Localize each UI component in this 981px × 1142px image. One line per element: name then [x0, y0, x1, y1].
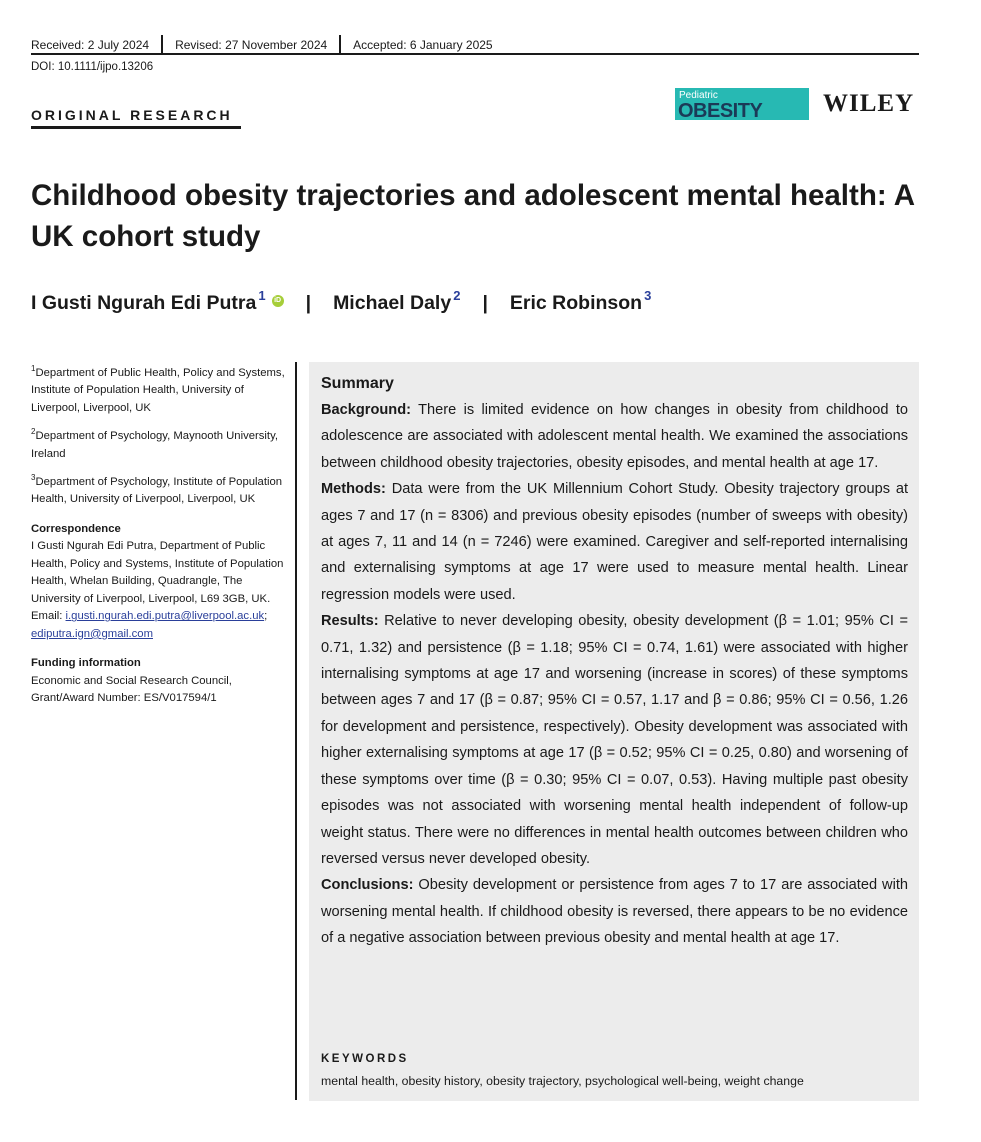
column-divider — [295, 362, 297, 1100]
author-name[interactable]: Eric Robinson — [509, 292, 643, 314]
journal-logo-small-text: Pediatric — [679, 90, 718, 101]
author-separator: | — [482, 292, 488, 314]
summary-background: Background: There is limited evidence on how changes in obesity from childhood to adolescence are associated with adolescent mental health. We examined the associations between childhood obesity trajectories, obesity episodes, and mental health at age 17. — [321, 402, 909, 471]
author-affiliation-number[interactable]: 2 — [453, 288, 461, 303]
section-underline — [31, 126, 241, 129]
author-separator: | — [305, 292, 312, 314]
correspondence-heading: Correspondence — [31, 522, 121, 535]
article-info-column — [31, 360, 286, 714]
affiliation: $^1$Department of Public Health, Policy and Systems, Institute of Population Health, University of Liverpool, Liverpool, UK — [31, 364, 285, 414]
affiliation: $^2$Department of Psychology, Maynooth University, Ireland — [31, 427, 279, 460]
summary-box — [309, 362, 919, 1101]
orcid-icon[interactable]: iD — [272, 295, 284, 307]
header-rule — [31, 53, 919, 55]
journal-logo[interactable] — [675, 88, 809, 120]
author-affiliation-number[interactable]: 3 — [644, 288, 652, 303]
publisher-logo[interactable]: WILEY — [823, 90, 915, 117]
summary-conclusions: Conclusions: Obesity development or persistence from ages 7 to 17 are associated with worsening mental health. If childhood obesity is reversed, there appears to be no evidence of a negative association between previous obesity and mental health at age 17. — [321, 877, 908, 947]
author-name[interactable]: Michael Daly — [333, 292, 452, 314]
summary-heading: Summary — [321, 375, 394, 392]
author-name[interactable]: I Gusti Ngurah Edi Putra — [31, 292, 257, 314]
email-link[interactable]: edipu​tra.ign@gmail.com — [31, 627, 153, 640]
funding-text: Economic and Social Research Council, Grant/Award Number: ES/V017594/1 — [31, 674, 232, 705]
funding-heading: Funding information — [31, 657, 141, 670]
date-separator — [339, 35, 341, 55]
keywords-list: mental health, obesity history, obesity trajectory, psychological well-being, weight change — [321, 1074, 804, 1088]
keywords-heading: KEYWORDS — [321, 1053, 409, 1065]
author-list — [31, 288, 652, 315]
revised-date: Revised: 27 November 2024 — [175, 38, 328, 52]
accepted-date: Accepted: 6 January 2025 — [353, 38, 493, 52]
summary-results: Results: Relative to never developing obesity, obesity development (β = 1.01; 95% CI = 0.71, 1.32) and persistence (β = 1.18; 95% CI = 0.74, 1.61) were associated with higher internalising symptoms at age 17 and worsening (increase in scores) of these symptoms between ages 7 and 17 (β = 0.87; 95% CI = 0.57, 1.17 and β = 0.86; 95% CI = 0.56, 1.26 for development and persistence, respectively). Obesity development was associated with higher externalising symptoms at age 17 (β = 0.52; 95% CI = 0.25, 0.80) and worsening of these symptoms over time (β = 0.30; 95% CI = 0.07, 0.53). Having multiple past obesity episodes was not associated with worsening mental health independent of follow-up weight status. There were no differences in mental health outcomes between children who reversed versus never developed obesity. — [321, 613, 908, 867]
article-title: Childhood obesity trajectories and adolescent mental health: A UK cohort study — [31, 179, 914, 253]
article-dates — [31, 35, 493, 55]
correspondence-text: I Gusti Ngurah Edi Putra, Department of Public Health, Policy and Systems, Institute of Population Health, Whelan Building, Quadrangle, The University of Liverpool, Liverpool, L69 3GB, UK. Email: i.gusti.ngurah.edi.putra@liverpool.ac.uk; edipu​tra.ign@gmail.com — [31, 540, 284, 640]
affiliation: $^3$Department of Psychology, Institute of Population Health, University of Liverpool, Liverpool, UK — [31, 473, 283, 506]
summary-methods: Methods: Data were from the UK Millennium Cohort Study. Obesity trajectory groups at ages 7 and 17 (n = 8306) and previous obesity episodes (number of sweeps with obesity) at ages 7, 11 and 14 (n = 7246) were examined. Caregiver and self-reported internalising and externalising symptoms at age 17 were used to measure mental health. Linear regression models were used. — [321, 481, 908, 603]
date-separator — [161, 35, 163, 55]
email-link[interactable]: i.gusti.ngurah.edi.putra@liverpool.ac.uk — [65, 610, 265, 623]
journal-logo-big-text: OBESITY — [678, 100, 763, 122]
doi[interactable]: DOI: 10.1111/ijpo.13206 — [31, 61, 154, 73]
section-label: ORIGINAL RESEARCH — [31, 107, 233, 123]
received-date: Received: 2 July 2024 — [31, 38, 150, 52]
author-affiliation-number[interactable]: 1 — [258, 288, 266, 303]
